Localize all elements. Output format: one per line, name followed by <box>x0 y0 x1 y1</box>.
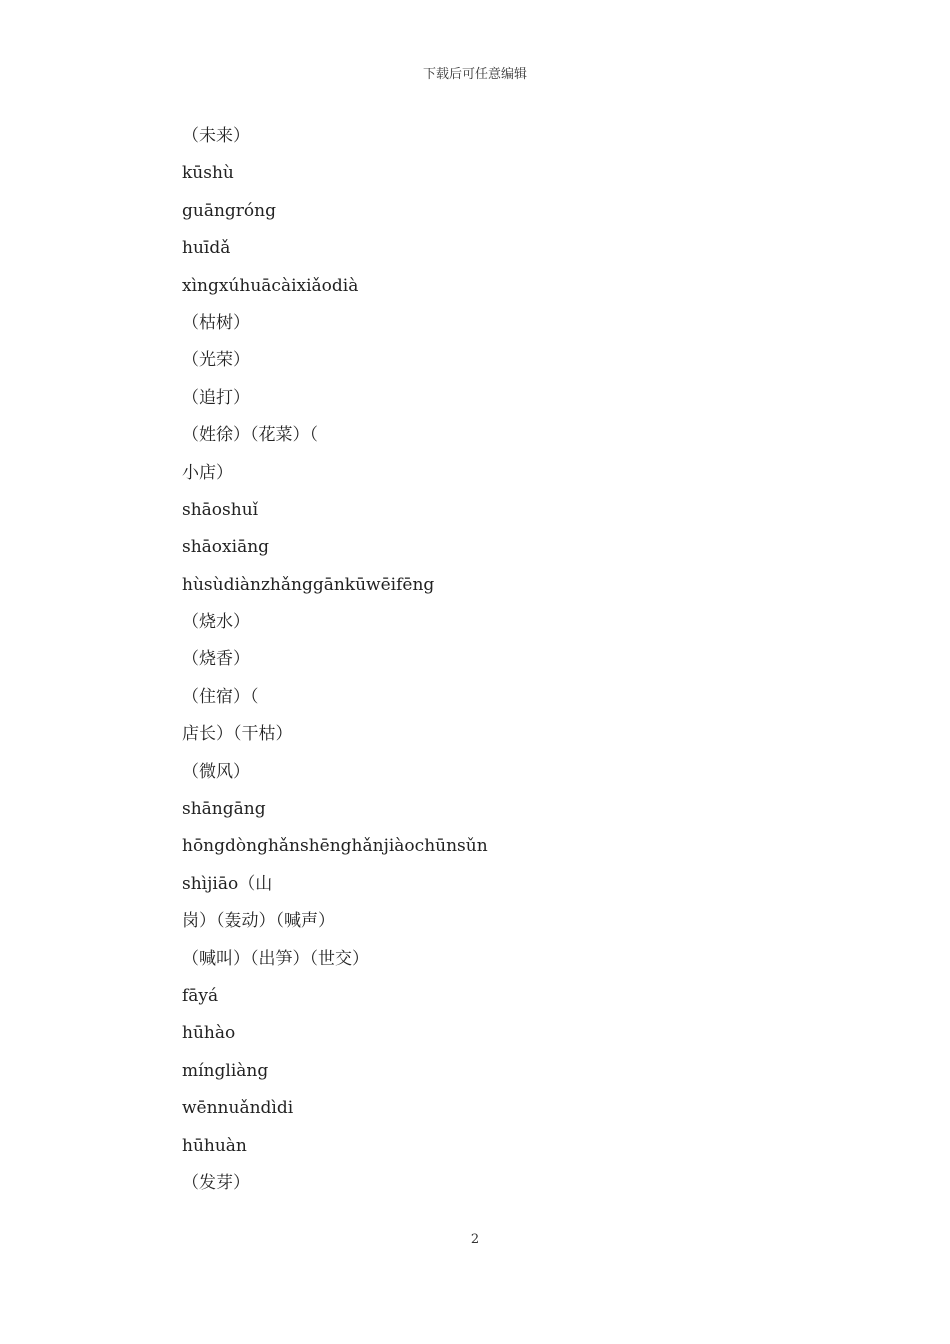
text-line: 岗）（轰动）（喊声） <box>182 911 335 932</box>
text-line: fāyá <box>182 985 219 1006</box>
text-line: wēnnuǎndìdi <box>182 1098 294 1119</box>
text-line: shìjiāo（山 <box>182 873 273 894</box>
text-line: （喊叫）（出笋）（世交） <box>182 948 369 969</box>
text-line: （枯树） <box>182 312 250 333</box>
text-line: shāoshuǐ <box>182 499 259 520</box>
text-line: 小店） <box>182 462 233 483</box>
page-number: 2 <box>470 1232 480 1247</box>
text-line: hūhào <box>182 1023 236 1044</box>
text-line: huīdǎ <box>182 238 231 259</box>
text-line: míngliàng <box>182 1060 269 1081</box>
text-line: （烧水） <box>182 612 250 633</box>
text-line: guāngróng <box>182 200 276 221</box>
page-header: 下载后可任意编辑 <box>422 67 527 82</box>
text-line: hōngdònghǎnshēnghǎnjiàochūnsǔn <box>182 836 488 857</box>
text-line: （未来） <box>182 126 250 146</box>
text-line: （发芽） <box>182 1172 250 1193</box>
text-line: 店长）（干枯） <box>182 724 293 745</box>
text-line: （烧香） <box>182 649 250 670</box>
text-line: （光荣） <box>182 350 250 371</box>
text-line: （住宿）（ <box>182 686 259 707</box>
text-line: （姓徐）（花菜）（ <box>182 425 318 446</box>
text-line: （微风） <box>182 761 250 782</box>
text-line: hùsùdiànzhǎnggānkūwēifēng <box>182 574 435 595</box>
text-line: shāngāng <box>182 799 266 820</box>
document-body <box>182 118 782 1202</box>
text-line: （追打） <box>182 387 250 408</box>
text-line: shāoxiāng <box>182 537 270 558</box>
text-line: hūhuàn <box>182 1135 247 1156</box>
text-line: kūshù <box>182 163 234 184</box>
text-line: xìngxúhuācàixiǎodià <box>182 275 359 296</box>
